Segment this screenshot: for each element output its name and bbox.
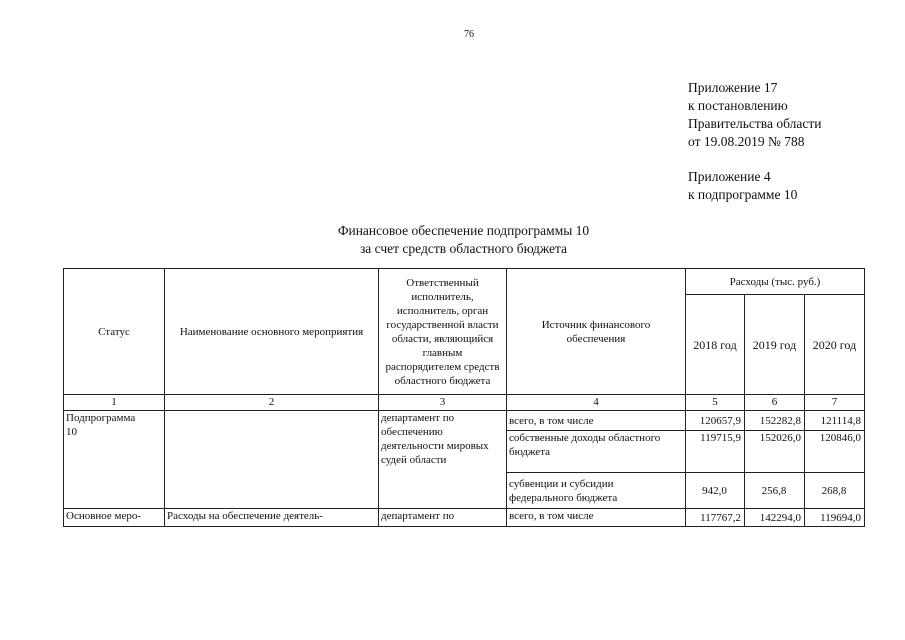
value-cell: 268,8	[805, 473, 865, 509]
value-cell: 256,8	[745, 473, 805, 509]
appendix-line: к постановлению	[688, 98, 788, 113]
subprogram-executor: департамент по обеспечению деятельности мировых судей области	[379, 411, 507, 509]
header-executor: Ответственный исполнитель, исполнитель, орган государственной власти области, являющийся главным распорядителем средств областного бюджета	[379, 269, 507, 395]
appendix-line: Приложение 17	[688, 80, 778, 95]
value-cell: 152282,8	[745, 411, 805, 431]
header-year-2019: 2019 год	[745, 295, 805, 395]
subprogram-status: Подпрограмма 10	[64, 411, 165, 509]
appendix-line: Правительства области	[688, 116, 822, 131]
value-cell: 121114,8	[805, 411, 865, 431]
source-federal-subsidies: субвенции и субсидии федерального бюджета	[507, 473, 686, 509]
value-cell: 119715,9	[686, 431, 745, 473]
column-number: 6	[745, 395, 805, 411]
page-number: 76	[464, 29, 474, 40]
source-own-revenue: собственные доходы областного бюджета	[507, 431, 686, 473]
header-expenses: Расходы (тыс. руб.)	[686, 269, 865, 295]
appendix-line: от 19.08.2019 № 788	[688, 134, 805, 149]
main-measure-status: Основное меро-	[64, 509, 165, 527]
column-number: 3	[379, 395, 507, 411]
column-number: 2	[165, 395, 379, 411]
appendix-line: Приложение 4	[688, 169, 771, 184]
column-number: 1	[64, 395, 165, 411]
title-line: за счет средств областного бюджета	[359, 241, 568, 256]
column-number: 4	[507, 395, 686, 411]
value-cell: 117767,2	[686, 509, 745, 527]
header-measure: Наименование основного мероприятия	[165, 269, 379, 395]
value-cell: 142294,0	[745, 509, 805, 527]
header-year-2018: 2018 год	[686, 295, 745, 395]
financing-table	[63, 268, 865, 527]
main-measure-executor: департамент по	[379, 509, 507, 527]
source-total: всего, в том числе	[507, 411, 686, 431]
header-year-2020: 2020 год	[805, 295, 865, 395]
subprogram-measure	[165, 411, 379, 509]
header-source: Источник финансового обеспечения	[507, 269, 686, 395]
column-number: 7	[805, 395, 865, 411]
value-cell: 120657,9	[686, 411, 745, 431]
header-status: Статус	[64, 269, 165, 395]
main-measure-name: Расходы на обеспечение деятель-	[165, 509, 379, 527]
value-cell: 152026,0	[745, 431, 805, 473]
value-cell: 942,0	[686, 473, 745, 509]
main-measure-source: всего, в том числе	[507, 509, 686, 527]
value-cell: 120846,0	[805, 431, 865, 473]
value-cell: 119694,0	[805, 509, 865, 527]
appendix-4-block	[688, 168, 797, 204]
column-number: 5	[686, 395, 745, 411]
appendix-line: к подпрограмме 10	[688, 187, 798, 202]
appendix-17-block	[688, 79, 821, 151]
document-title	[0, 222, 905, 258]
title-line: Финансовое обеспечение подпрограммы 10	[337, 223, 590, 238]
